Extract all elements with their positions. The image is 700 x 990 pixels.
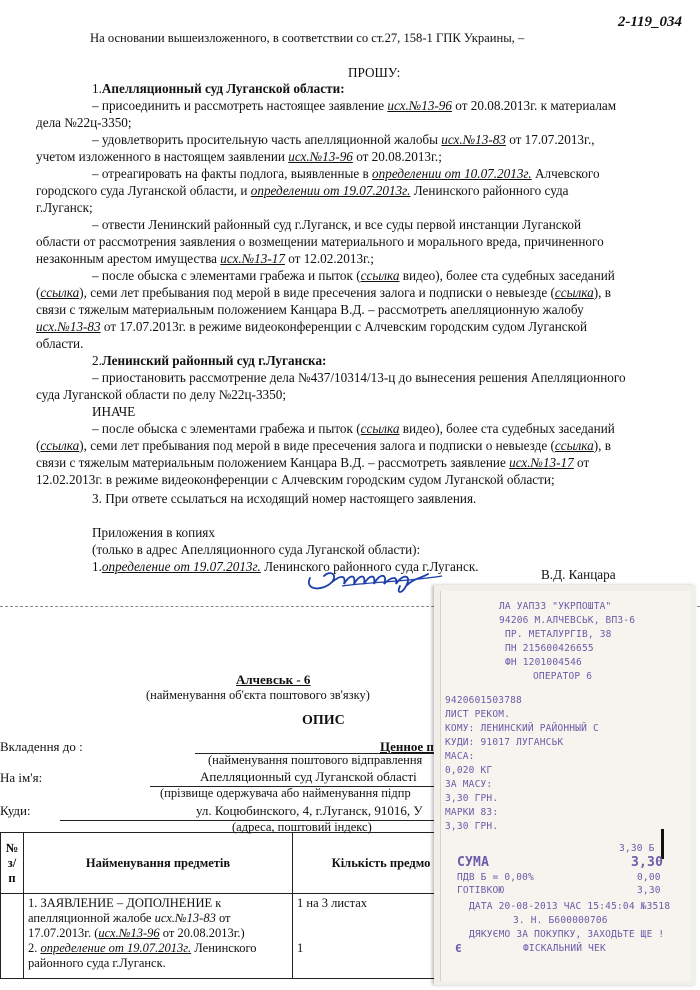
- receipt-paper: [440, 591, 691, 981]
- s1-line4: учетом изложенного в настоящем заявлении исх.№13-96 от 20.08.2013г.;: [36, 149, 442, 164]
- s2-otherwise: ИНАЧЕ: [92, 404, 136, 419]
- receipt-cash-value: 3,30: [637, 885, 661, 896]
- s1-line9: области от рассмотрения заявления о возмещении материального и морального вреда, причиненного: [36, 234, 604, 249]
- s2-line5: связи с тяжелым материальным положением Канцара В.Д. – рассмотреть заявление исх.№13-17 от: [36, 455, 590, 470]
- item-2: 2. определение от 19.07.2013г. Ленинского районного суда г.Луганск.: [28, 941, 257, 970]
- s2-line3: – после обыска с элементами грабежа и пыток (ссылка видео), более ста судебных заседаний: [92, 421, 615, 436]
- ref-link: определении от 10.07.2013г.: [372, 166, 532, 181]
- s1-line5: – отреагировать на факты подлога, выявленные в определении от 10.07.2013г. Алчевского: [92, 166, 600, 181]
- receipt-line: КУДИ: 91017 ЛУГАНСЬК: [445, 737, 564, 748]
- where-label: Куди:: [0, 803, 31, 818]
- receipt-line: ЛИСТ РЕКОМ.: [445, 709, 511, 720]
- signature-image: [302, 556, 452, 596]
- post-office-name: Алчевськ - 6: [236, 672, 311, 687]
- receipt-line: 3,30 ГРН.: [445, 821, 499, 832]
- recipient-caption: (прізвище одержувача або найменування підпр: [160, 786, 411, 800]
- ref-link: исх.№13-17: [220, 251, 285, 266]
- recipient-name: Апелляционный суд Луганской області: [200, 769, 417, 784]
- request-heading: ПРОШУ:: [348, 65, 401, 80]
- postal-receipt: [434, 585, 696, 985]
- receipt-serial: З. Н. Б600000706: [513, 915, 608, 926]
- cell-number: [1, 894, 24, 979]
- section1-title: Апелляционный суд Луганской области:: [101, 81, 345, 96]
- attachment-item: 1.определение от 19.07.2013г. Ленинского районного суда г.Луганск.: [92, 559, 479, 574]
- receipt-sum-label: СУМА: [457, 855, 490, 870]
- receipt-line: 94206 М.АЛЧЕВСЬК, ВПЗ-6: [499, 615, 636, 626]
- receipt-line: МАСА:: [445, 751, 475, 762]
- receipt-line: КОМУ: ЛЕНИНСКИЙ РАЙОННЫЙ С: [445, 723, 599, 734]
- s1-line8: – отвести Ленинский районный суд г.Луганск, и все суды первой инстанции Луганской: [92, 217, 582, 232]
- attachment-label: Вкладення до :: [0, 739, 83, 754]
- receipt-line: 0,020 КГ: [445, 765, 493, 776]
- section1-number: 1.: [92, 81, 102, 96]
- s1-line12: (ссылка), семи лет пребывания под мерой в виде пресечения залога и подписки о невыезде (ссылка), в: [36, 285, 611, 300]
- section2-title: Ленинский районный суд г.Луганска:: [101, 353, 327, 368]
- form-title: ОПИС: [302, 713, 345, 728]
- receipt-vat-label: ПДВ Б = 0,00%: [457, 872, 534, 883]
- section1-heading: [92, 80, 345, 98]
- cell-items: [24, 894, 293, 979]
- s1-line6: городского суда Луганской области, и определении от 19.07.2013г. Ленинского районного суда: [36, 183, 569, 198]
- section3-line: 3. При ответе ссылаться на исходящий номер настоящего заявления.: [92, 491, 477, 506]
- ref-link: ссылка: [554, 285, 594, 300]
- s1-line14: исх.№13-83 от 17.07.2013г. в режиме видеоконференции с Алчевским городским судом Луганской: [36, 319, 587, 334]
- name-label: На ім'я:: [0, 770, 43, 785]
- s1-line3: – удовлетворить просительную часть апелляционной жалобы исх.№13-83 от 17.07.2013г.,: [92, 132, 595, 147]
- s1-line11: – после обыска с элементами грабежа и пыток (ссылка видео), более ста судебных заседаний: [92, 268, 615, 283]
- ref-link: определение от 19.07.2013г.: [101, 559, 261, 574]
- receipt-line: МАРКИ 83:: [445, 807, 499, 818]
- intro-line: На основании вышеизложенного, в соответствии со ст.27, 158-1 ГПК Украины, –: [90, 31, 525, 45]
- ref-link: ссылка: [360, 268, 400, 283]
- item-type-caption: (найменування поштового відправлення: [208, 753, 423, 767]
- item-1: 1. ЗАЯВЛЕНИЕ – ДОПОЛНЕНИЕ к апелляционной жалобе исх.№13-83 от 17.07.2013г. (исх.№13-96 от 20.08.2013г.): [28, 896, 245, 940]
- ref-link: ссылка: [40, 438, 80, 453]
- ref-link: ссылка: [554, 438, 594, 453]
- s1-line1: – присоединить и рассмотреть настоящее заявление исх.№13-96 от 20.08.2013г. к материалам: [92, 98, 617, 113]
- ref-link: исх.№13-83: [36, 319, 101, 334]
- signer-name: В.Д. Канцара: [541, 567, 616, 582]
- col-number-header: № з/п: [1, 833, 24, 894]
- address-caption: (адреса, поштовий індекс): [232, 820, 372, 834]
- section2-heading: [92, 352, 326, 370]
- s2-line6: 12.02.2013г. в режиме видеоконференции с Алчевским городским судом Луганской области;: [36, 472, 555, 487]
- section2-number: 2.: [92, 353, 102, 368]
- attachments-note: (только в адрес Апелляционного суда Луганской области):: [92, 542, 421, 557]
- table-header-row: [1, 833, 470, 894]
- s2-line4: (ссылка), семи лет пребывания под мерой в виде пресечения залога и подписки о невыезде (ссылка), в: [36, 438, 611, 453]
- receipt-line: ОПЕРАТОР 6: [533, 671, 593, 682]
- recipient-address: ул. Коцюбинского, 4, г.Луганск, 91016, У: [196, 803, 423, 818]
- receipt-line: ЗА МАСУ:: [445, 779, 493, 790]
- receipt-line: 9420601503788: [445, 695, 522, 706]
- s1-line10: незаконным арестом имущества исх.№13-17 от 12.02.2013г.;: [36, 251, 374, 266]
- receipt-line: ЛА УАПЗЗ "УКРПОШТА": [499, 601, 612, 612]
- qty-2: 1: [297, 941, 304, 955]
- ref-link: исх.№13-17: [509, 455, 574, 470]
- s2-line1: – приостановить рассмотрение дела №437/10314/13-ц до вынесения решения Апелляционного: [92, 370, 626, 385]
- post-office-caption: (найменування об'єкта поштового зв'язку): [146, 688, 370, 702]
- receipt-vat-value: 0,00: [637, 872, 661, 883]
- s2-line2: суда Луганской области по делу №22ц-3350;: [36, 387, 286, 402]
- ref-link: исх.№13-83: [441, 132, 506, 147]
- receipt-line: ПН 215600426655: [505, 643, 594, 654]
- col-qty-header: Кількість предмо: [293, 833, 470, 894]
- s1-line15: области.: [36, 336, 84, 351]
- ref-link: исх.№13-96: [387, 98, 452, 113]
- receipt-sum-small: 3,30 Б: [619, 843, 655, 854]
- receipt-cash-label: ГОТІВКОЮ: [457, 885, 505, 896]
- receipt-line: ФН 1201004546: [505, 657, 582, 668]
- s1-line13: связи с тяжелым материальным положением Канцара В.Д. – рассмотреть апелляционную жалобу: [36, 302, 584, 317]
- receipt-line: 3,30 ГРН.: [445, 793, 499, 804]
- value-label: Ценное п: [380, 739, 434, 754]
- receipt-thanks: ДЯКУЄМО ЗА ПОКУПКУ, ЗАХОДЬТЕ ЩЕ !: [469, 929, 665, 940]
- qty-1: 1 на 3 листах: [297, 896, 368, 910]
- receipt-date: ДАТА 20-08-2013 ЧАС 15:45:04 №3518: [469, 901, 671, 912]
- s1-line2: дела №22ц-3350;: [36, 115, 132, 130]
- ref-link: ссылка: [360, 421, 400, 436]
- ref-link: исх.№13-96: [288, 149, 353, 164]
- receipt-sum-value: 3,30: [631, 855, 664, 870]
- table-row: [1, 894, 470, 979]
- attachments-title: Приложения в копиях: [92, 525, 215, 540]
- ref-link: определении от 19.07.2013г.: [250, 183, 411, 198]
- receipt-logo-icon: Є: [455, 942, 462, 955]
- ref-link: ссылка: [40, 285, 80, 300]
- receipt-fiscal: ФІСКАЛЬНИЙ ЧЕК: [523, 943, 606, 954]
- document-id: 2-119_034: [617, 14, 682, 30]
- col-items-header: Найменування предметів: [24, 833, 293, 894]
- receipt-line: ПР. МЕТАЛУРГІВ, 38: [505, 629, 612, 640]
- s1-line7: г.Луганск;: [36, 200, 93, 215]
- inventory-table: [0, 832, 470, 979]
